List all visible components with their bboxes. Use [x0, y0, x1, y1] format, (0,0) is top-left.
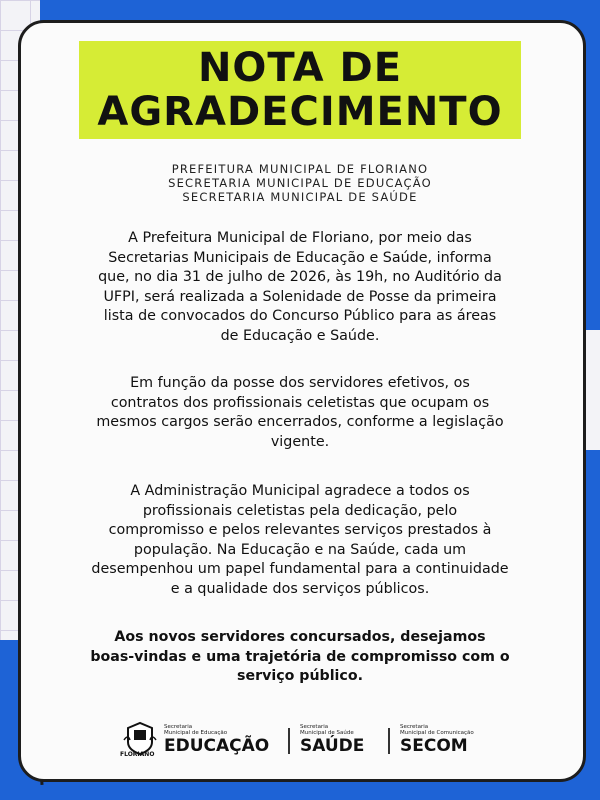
footer-logos [118, 720, 488, 760]
text-line: compromisso e pelos relevantes serviços prestados à [108, 522, 492, 539]
text-line: contratos dos profissionais celetistas que ocupam os [110, 394, 490, 411]
issuer-headers [0, 162, 600, 204]
logo-saude-small-1: Secretaria [300, 724, 329, 730]
crest-label: FLORIANO [120, 751, 155, 758]
logo-educacao-name: EDUCAÇÃO [164, 736, 270, 756]
text-line: lista de convocados do Concurso Público para as áreas [103, 308, 497, 325]
logo-separator [388, 728, 390, 754]
logo-separator [288, 728, 290, 754]
text-line: A Administração Municipal agradece a todos os [130, 483, 470, 499]
text-line: mesmos cargos serão encerrados, conforme a legislação [96, 414, 504, 431]
title-banner [79, 41, 521, 139]
header-educacao: SECRETARIA MUNICIPAL DE EDUCAÇÃO [168, 176, 432, 190]
text-line: boas-vindas e uma trajetória de compromisso com o [90, 648, 510, 665]
text-line: UFPI, será realizada a Solenidade de Posse da primeira [103, 288, 497, 305]
logo-secom-name: SECOM [400, 736, 468, 756]
text-line: Aos novos servidores concursados, desejamos [114, 629, 486, 645]
text-line: vigente. [270, 433, 330, 450]
logo-educacao-small-2: Municipal de Educação [164, 730, 228, 736]
title-line-2: AGRADECIMENTO [97, 89, 503, 135]
text-line: de Educação e Saúde. [220, 327, 380, 344]
text-line: serviço público. [237, 668, 363, 685]
paragraph-thanks [60, 482, 540, 600]
text-line: população. Na Educação e na Saúde, cada um [133, 541, 467, 558]
title-line-1: NOTA DE [197, 45, 403, 91]
text-line: desempenhou um papel fundamental para a continuidade [91, 561, 509, 578]
header-saude: SECRETARIA MUNICIPAL DE SAÚDE [182, 190, 418, 204]
text-line: e a qualidade dos serviços públicos. [170, 580, 430, 597]
logo-educacao [164, 724, 269, 756]
logo-saude-name: SAÚDE [300, 736, 365, 756]
header-prefeitura: PREFEITURA MUNICIPAL DE FLORIANO [171, 162, 429, 176]
text-line: profissionais celetistas pela dedicação, pelo [142, 502, 458, 519]
text-line: Em função da posse dos servidores efetivos, os [130, 375, 470, 391]
logo-saude-small-2: Municipal de Saúde [300, 730, 354, 736]
paragraph-welcome [60, 628, 540, 687]
logo-secom-small-1: Secretaria [400, 724, 429, 730]
text-line: que, no dia 31 de julho de 2026, às 19h, no Auditório da [98, 269, 502, 286]
logo-educacao-small-1: Secretaria [164, 724, 193, 730]
text-line: Secretarias Municipais de Educação e Saúde, informa [108, 249, 492, 266]
logo-saude [300, 724, 364, 756]
text-line: A Prefeitura Municipal de Floriano, por meio das [128, 230, 472, 246]
paragraph-contracts [60, 374, 540, 452]
logo-secom [400, 724, 474, 756]
paragraph-announcement [60, 229, 540, 347]
logo-secom-small-2: Municipal de Comunicação [400, 730, 474, 736]
